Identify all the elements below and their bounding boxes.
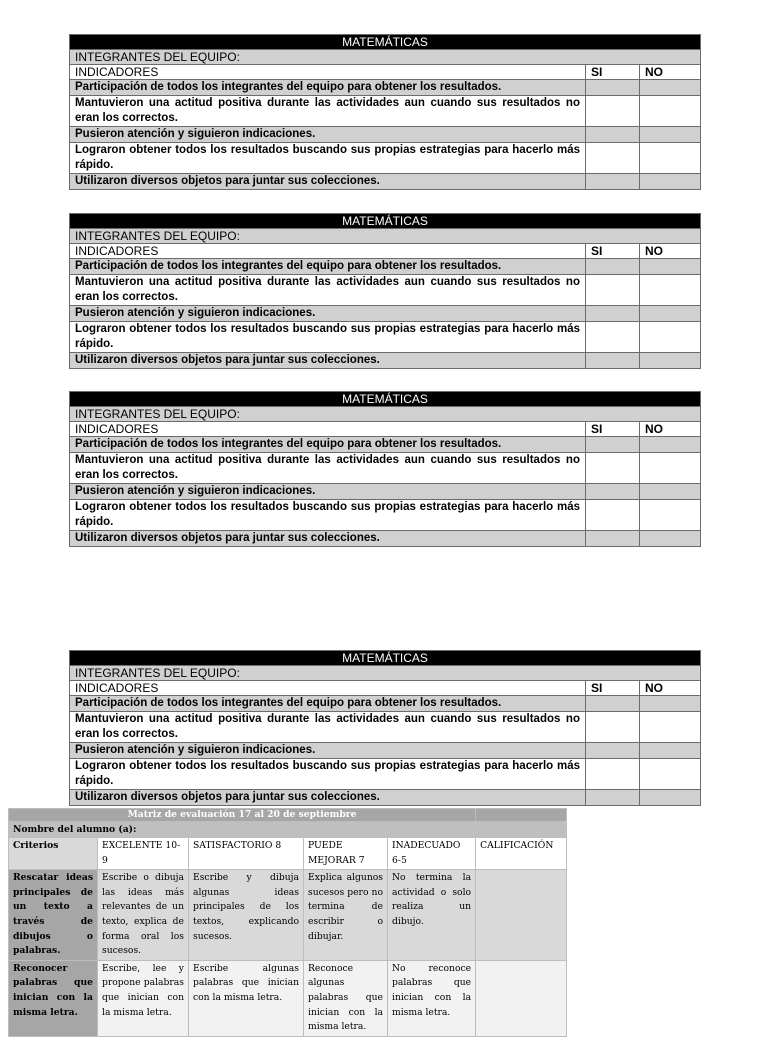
- evaluation-table-2: [69, 213, 701, 369]
- yes-checkbox-cell[interactable]: [586, 696, 640, 712]
- excellent-header: EXCELENTE 10-9: [98, 838, 189, 870]
- no-header: NO: [640, 65, 701, 80]
- indicators-header: INDICADORES: [70, 422, 586, 437]
- table-title: MATEMÁTICAS: [70, 214, 701, 229]
- indicator-row: [70, 174, 701, 190]
- indicator-row: [70, 306, 701, 322]
- yes-checkbox-cell[interactable]: [586, 143, 640, 174]
- indicator-row: [70, 743, 701, 759]
- inadequate-header: INADECUADO 6-5: [388, 838, 476, 870]
- indicator-row: [70, 259, 701, 275]
- inadequate-cell: No termina la actividad o solo realiza un dibujo.: [388, 870, 476, 961]
- evaluation-table-1: [69, 34, 701, 190]
- indicator-text: Pusieron atención y siguieron indicaciones.: [70, 127, 586, 143]
- indicator-text: Mantuvieron una actitud positiva durante las actividades aun cuando sus resultados no eran los correctos.: [70, 96, 586, 127]
- indicator-text: Mantuvieron una actitud positiva durante las actividades aun cuando sus resultados no eran los correctos.: [70, 453, 586, 484]
- indicator-row: [70, 322, 701, 353]
- yes-checkbox-cell[interactable]: [586, 759, 640, 790]
- grade-cell[interactable]: [476, 870, 567, 961]
- no-checkbox-cell[interactable]: [640, 437, 701, 453]
- yes-header: SI: [586, 244, 640, 259]
- no-header: NO: [640, 681, 701, 696]
- indicator-row: [70, 790, 701, 806]
- no-header: NO: [640, 422, 701, 437]
- indicator-text: Lograron obtener todos los resultados buscando sus propias estrategias para hacerlo más rápido.: [70, 322, 586, 353]
- can-improve-header: PUEDE MEJORAR 7: [304, 838, 388, 870]
- team-members-label: INTEGRANTES DEL EQUIPO:: [70, 666, 701, 681]
- satisfactory-header: SATISFACTORIO 8: [189, 838, 304, 870]
- yes-checkbox-cell[interactable]: [586, 743, 640, 759]
- evaluation-table-4: [69, 650, 701, 806]
- indicator-text: Mantuvieron una actitud positiva durante las actividades aun cuando sus resultados no eran los correctos.: [70, 275, 586, 306]
- yes-checkbox-cell[interactable]: [586, 322, 640, 353]
- grade-header: CALIFICACIÓN: [476, 838, 567, 870]
- no-checkbox-cell[interactable]: [640, 306, 701, 322]
- yes-checkbox-cell[interactable]: [586, 174, 640, 190]
- yes-header: SI: [586, 422, 640, 437]
- no-checkbox-cell[interactable]: [640, 127, 701, 143]
- evaluation-table-3: [69, 391, 701, 547]
- student-name-label: Nombre del alumno (a):: [9, 822, 567, 838]
- yes-checkbox-cell[interactable]: [586, 437, 640, 453]
- yes-checkbox-cell[interactable]: [586, 500, 640, 531]
- indicator-row: [70, 143, 701, 174]
- indicator-row: [70, 484, 701, 500]
- indicator-text: Mantuvieron una actitud positiva durante las actividades aun cuando sus resultados no eran los correctos.: [70, 712, 586, 743]
- indicator-text: Utilizaron diversos objetos para juntar sus colecciones.: [70, 790, 586, 806]
- yes-checkbox-cell[interactable]: [586, 306, 640, 322]
- yes-checkbox-cell[interactable]: [586, 353, 640, 369]
- no-checkbox-cell[interactable]: [640, 143, 701, 174]
- indicator-row: [70, 759, 701, 790]
- indicator-row: [70, 500, 701, 531]
- indicator-text: Pusieron atención y siguieron indicaciones.: [70, 306, 586, 322]
- evaluation-matrix: [8, 808, 567, 1037]
- no-checkbox-cell[interactable]: [640, 353, 701, 369]
- table-title: MATEMÁTICAS: [70, 35, 701, 50]
- no-checkbox-cell[interactable]: [640, 696, 701, 712]
- matrix-title-blank: [476, 809, 567, 822]
- yes-header: SI: [586, 681, 640, 696]
- indicator-row: [70, 353, 701, 369]
- no-checkbox-cell[interactable]: [640, 80, 701, 96]
- indicator-row: [70, 96, 701, 127]
- indicator-row: [70, 275, 701, 306]
- no-checkbox-cell[interactable]: [640, 96, 701, 127]
- no-checkbox-cell[interactable]: [640, 453, 701, 484]
- matrix-row: [9, 960, 567, 1036]
- yes-checkbox-cell[interactable]: [586, 484, 640, 500]
- yes-checkbox-cell[interactable]: [586, 531, 640, 547]
- indicator-row: [70, 531, 701, 547]
- table-title: MATEMÁTICAS: [70, 651, 701, 666]
- criterion-cell: Rescatar ideas principales de un texto a través de dibujos o palabras.: [9, 870, 98, 961]
- indicator-text: Lograron obtener todos los resultados buscando sus propias estrategias para hacerlo más rápido.: [70, 143, 586, 174]
- indicator-row: [70, 453, 701, 484]
- no-checkbox-cell[interactable]: [640, 743, 701, 759]
- excellent-cell: Escribe, lee y propone palabras que inician con la misma letra.: [98, 960, 189, 1036]
- indicator-row: [70, 127, 701, 143]
- indicators-header: INDICADORES: [70, 244, 586, 259]
- matrix-row: [9, 870, 567, 961]
- indicator-text: Lograron obtener todos los resultados buscando sus propias estrategias para hacerlo más rápido.: [70, 500, 586, 531]
- indicator-row: [70, 80, 701, 96]
- yes-checkbox-cell[interactable]: [586, 127, 640, 143]
- team-members-label: INTEGRANTES DEL EQUIPO:: [70, 50, 701, 65]
- yes-header: SI: [586, 65, 640, 80]
- yes-checkbox-cell[interactable]: [586, 712, 640, 743]
- indicator-text: Utilizaron diversos objetos para juntar sus colecciones.: [70, 353, 586, 369]
- team-members-label: INTEGRANTES DEL EQUIPO:: [70, 229, 701, 244]
- yes-checkbox-cell[interactable]: [586, 453, 640, 484]
- excellent-cell: Escribe o dibuja las ideas más relevantes de un texto, explica de forma oral los sucesos.: [98, 870, 189, 961]
- grade-cell[interactable]: [476, 960, 567, 1036]
- yes-checkbox-cell[interactable]: [586, 790, 640, 806]
- indicator-text: Participación de todos los integrantes del equipo para obtener los resultados.: [70, 437, 586, 453]
- indicator-text: Lograron obtener todos los resultados buscando sus propias estrategias para hacerlo más rápido.: [70, 759, 586, 790]
- indicators-header: INDICADORES: [70, 65, 586, 80]
- matrix-title: Matriz de evaluación 17 al 20 de septiembre: [9, 809, 476, 822]
- no-checkbox-cell[interactable]: [640, 484, 701, 500]
- table-title: MATEMÁTICAS: [70, 392, 701, 407]
- indicator-text: Participación de todos los integrantes del equipo para obtener los resultados.: [70, 696, 586, 712]
- criteria-header: Criterios: [9, 838, 98, 870]
- no-header: NO: [640, 244, 701, 259]
- indicator-text: Participación de todos los integrantes del equipo para obtener los resultados.: [70, 259, 586, 275]
- indicator-row: [70, 712, 701, 743]
- team-members-label: INTEGRANTES DEL EQUIPO:: [70, 407, 701, 422]
- criterion-cell: Reconocer palabras que inician con la misma letra.: [9, 960, 98, 1036]
- satisfactory-cell: Escribe y dibuja algunas ideas principales de los textos, explicando sucesos.: [189, 870, 304, 961]
- yes-checkbox-cell[interactable]: [586, 275, 640, 306]
- no-checkbox-cell[interactable]: [640, 275, 701, 306]
- indicators-header: INDICADORES: [70, 681, 586, 696]
- no-checkbox-cell[interactable]: [640, 174, 701, 190]
- no-checkbox-cell[interactable]: [640, 759, 701, 790]
- no-checkbox-cell[interactable]: [640, 259, 701, 275]
- indicator-text: Pusieron atención y siguieron indicaciones.: [70, 743, 586, 759]
- indicator-text: Utilizaron diversos objetos para juntar sus colecciones.: [70, 531, 586, 547]
- indicator-text: Pusieron atención y siguieron indicaciones.: [70, 484, 586, 500]
- no-checkbox-cell[interactable]: [640, 712, 701, 743]
- satisfactory-cell: Escribe algunas palabras que inician con la misma letra.: [189, 960, 304, 1036]
- indicator-row: [70, 696, 701, 712]
- inadequate-cell: No reconoce palabras que inician con la misma letra.: [388, 960, 476, 1036]
- no-checkbox-cell[interactable]: [640, 322, 701, 353]
- yes-checkbox-cell[interactable]: [586, 80, 640, 96]
- no-checkbox-cell[interactable]: [640, 500, 701, 531]
- no-checkbox-cell[interactable]: [640, 531, 701, 547]
- indicator-row: [70, 437, 701, 453]
- no-checkbox-cell[interactable]: [640, 790, 701, 806]
- can-improve-cell: Reconoce algunas palabras que inician con la misma letra.: [304, 960, 388, 1036]
- yes-checkbox-cell[interactable]: [586, 259, 640, 275]
- indicator-text: Utilizaron diversos objetos para juntar sus colecciones.: [70, 174, 586, 190]
- yes-checkbox-cell[interactable]: [586, 96, 640, 127]
- indicator-text: Participación de todos los integrantes del equipo para obtener los resultados.: [70, 80, 586, 96]
- can-improve-cell: Explica algunos sucesos pero no termina de escribir o dibujar.: [304, 870, 388, 961]
